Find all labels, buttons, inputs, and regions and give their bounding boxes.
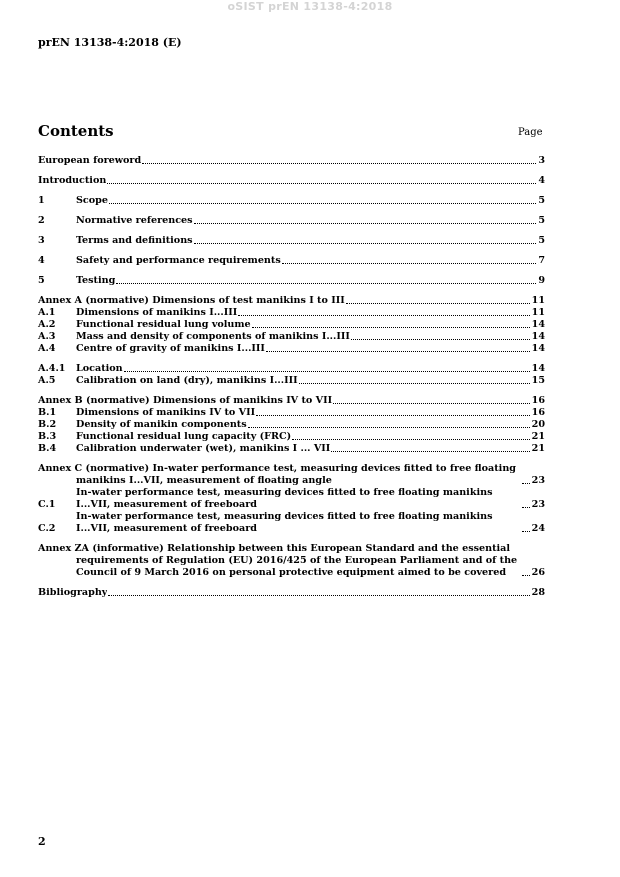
toc-entry-page: 28 (531, 587, 545, 598)
toc-entry-number: A.3 (38, 331, 56, 342)
dot-leader (522, 483, 530, 484)
toc-entry-annex-b[interactable] (38, 395, 545, 407)
dot-leader (116, 283, 536, 284)
toc-entry-page: 20 (531, 419, 545, 430)
toc-entry-title: Calibration underwater (wet), manikins I ... VII (76, 443, 331, 454)
dot-leader (346, 303, 530, 304)
toc-entry-number: 5 (38, 275, 45, 286)
toc-entry-title: Dimensions of manikins I...III (76, 307, 238, 318)
toc-entry-title: Normative references (76, 215, 193, 226)
contents-title: Contents (38, 122, 114, 140)
dot-leader (266, 351, 530, 352)
toc-entry-title: In-water performance test, measuring devices fitted to free floating manikins I...VII, measurement of freeboard (76, 511, 493, 534)
toc-entry-title: In-water performance test, measuring devices fitted to free floating manikins I...VII, measurement of freeboard (76, 487, 493, 510)
toc-entry-title: Safety and performance requirements (76, 255, 281, 266)
toc-entry-page: 26 (531, 567, 545, 578)
toc-entry-title: Centre of gravity of manikins I...III (76, 343, 265, 354)
dot-leader (351, 339, 530, 340)
toc-entry-number: B.3 (38, 431, 57, 442)
dot-leader (194, 243, 537, 244)
toc-entry-title: Testing (76, 275, 116, 286)
toc-entry-title: Annex B (normative) Dimensions of manikins IV to VII (38, 395, 333, 406)
toc-entry-annex-c[interactable] (38, 463, 545, 487)
toc-entry-page: 7 (538, 255, 545, 266)
toc-entry-number: A.5 (38, 375, 56, 386)
toc-entry-page: 23 (531, 475, 545, 486)
toc-entry-title: Mass and density of components of manikins I...III (76, 331, 350, 342)
toc-entry-a3[interactable] (38, 331, 545, 343)
toc-entry-a4-1[interactable] (38, 363, 545, 375)
dot-leader (292, 439, 530, 440)
toc-entry-scope[interactable] (38, 195, 545, 207)
toc-entry-page: 15 (531, 375, 545, 386)
toc-entry-title: Annex A (normative) Dimensions of test manikins I to III (38, 295, 345, 306)
toc-entry-c1[interactable] (38, 487, 545, 511)
toc-entry-page: 23 (531, 499, 545, 510)
page-column-label: Page (518, 127, 543, 138)
dot-leader (248, 427, 530, 428)
toc-entry-title: Location (76, 363, 123, 374)
toc-entry-european-foreword[interactable] (38, 155, 545, 167)
toc-entry-number: A.2 (38, 319, 56, 330)
toc-entry-number: C.1 (38, 499, 56, 510)
table-of-contents (38, 155, 545, 599)
toc-entry-title: Functional residual lung capacity (FRC) (76, 431, 292, 442)
dot-leader (252, 327, 530, 328)
toc-entry-page: 16 (531, 395, 545, 406)
toc-entry-page: 11 (531, 295, 545, 306)
toc-entry-number: B.4 (38, 443, 57, 454)
toc-entry-page: 11 (531, 307, 545, 318)
toc-entry-terms-and-definitions[interactable] (38, 235, 545, 247)
dot-leader (522, 531, 530, 532)
toc-entry-bibliography[interactable] (38, 587, 545, 599)
toc-entry-page: 5 (538, 195, 545, 206)
toc-entry-page: 21 (531, 443, 545, 454)
watermark: oSIST prEN 13138-4:2018 (227, 0, 393, 13)
toc-entry-page: 3 (538, 155, 545, 166)
dot-leader (238, 315, 529, 316)
toc-entry-page: 24 (531, 523, 545, 534)
dot-leader (299, 383, 530, 384)
toc-entry-number: B.2 (38, 419, 57, 430)
toc-entry-a2[interactable] (38, 319, 545, 331)
toc-entry-a1[interactable] (38, 307, 545, 319)
toc-entry-title: Bibliography (38, 587, 108, 598)
toc-entry-number: A.1 (38, 307, 56, 318)
toc-entry-b4[interactable] (38, 443, 545, 455)
dot-leader (107, 183, 536, 184)
toc-entry-page: 14 (531, 343, 545, 354)
dot-leader (522, 507, 530, 508)
dot-leader (142, 163, 536, 164)
dot-leader (282, 263, 537, 264)
toc-entry-title: Annex ZA (informative) Relationship between this European Standard and the essential requirements of Regulation (EU) 2016/425 of the European Parliament and of the Council of 9 March 2016 on personal protective equipment aimed to be covered (38, 543, 518, 578)
toc-entry-number: 3 (38, 235, 45, 246)
toc-entry-b2[interactable] (38, 419, 545, 431)
toc-entry-normative-references[interactable] (38, 215, 545, 227)
toc-entry-title: Scope (76, 195, 108, 206)
toc-entry-page: 4 (538, 175, 545, 186)
toc-entry-page: 5 (538, 215, 545, 226)
toc-entry-title: Functional residual lung volume (76, 319, 251, 330)
toc-entry-number: A.4.1 (38, 363, 66, 374)
toc-entry-page: 14 (531, 331, 545, 342)
toc-entry-title: European foreword (38, 155, 142, 166)
dot-leader (194, 223, 537, 224)
page-number: 2 (38, 835, 46, 848)
toc-entry-b1[interactable] (38, 407, 545, 419)
toc-entry-safety-requirements[interactable] (38, 255, 545, 267)
toc-entry-annex-za[interactable] (38, 543, 545, 579)
toc-entry-a4[interactable] (38, 343, 545, 355)
toc-entry-number: A.4 (38, 343, 56, 354)
toc-entry-number: C.2 (38, 523, 56, 534)
toc-entry-title: Dimensions of manikins IV to VII (76, 407, 256, 418)
toc-entry-testing[interactable] (38, 275, 545, 287)
toc-entry-number: B.1 (38, 407, 57, 418)
dot-leader (256, 415, 530, 416)
dot-leader (522, 575, 530, 576)
toc-entry-title: Calibration on land (dry), manikins I...III (76, 375, 298, 386)
dot-leader (333, 403, 530, 404)
toc-entry-introduction[interactable] (38, 175, 545, 187)
toc-entry-c2[interactable] (38, 511, 545, 535)
toc-entry-title: Annex C (normative) In-water performance test, measuring devices fitted to free floating manikins I...VII, measurement of floating angle (38, 463, 517, 486)
toc-entry-b3[interactable] (38, 431, 545, 443)
toc-entry-page: 5 (538, 235, 545, 246)
toc-entry-number: 1 (38, 195, 45, 206)
document-id: prEN 13138-4:2018 (E) (38, 36, 182, 49)
toc-entry-title: Density of manikin components (76, 419, 247, 430)
toc-entry-page: 9 (538, 275, 545, 286)
dot-leader (108, 595, 529, 596)
toc-entry-number: 2 (38, 215, 45, 226)
toc-entry-page: 21 (531, 431, 545, 442)
toc-entry-a5[interactable] (38, 375, 545, 387)
dot-leader (124, 371, 530, 372)
toc-entry-title: Introduction (38, 175, 107, 186)
toc-entry-page: 16 (531, 407, 545, 418)
toc-entry-annex-a[interactable] (38, 295, 545, 307)
dot-leader (109, 203, 536, 204)
toc-entry-page: 14 (531, 363, 545, 374)
dot-leader (331, 451, 529, 452)
toc-entry-page: 14 (531, 319, 545, 330)
toc-entry-title: Terms and definitions (76, 235, 193, 246)
toc-entry-number: 4 (38, 255, 45, 266)
